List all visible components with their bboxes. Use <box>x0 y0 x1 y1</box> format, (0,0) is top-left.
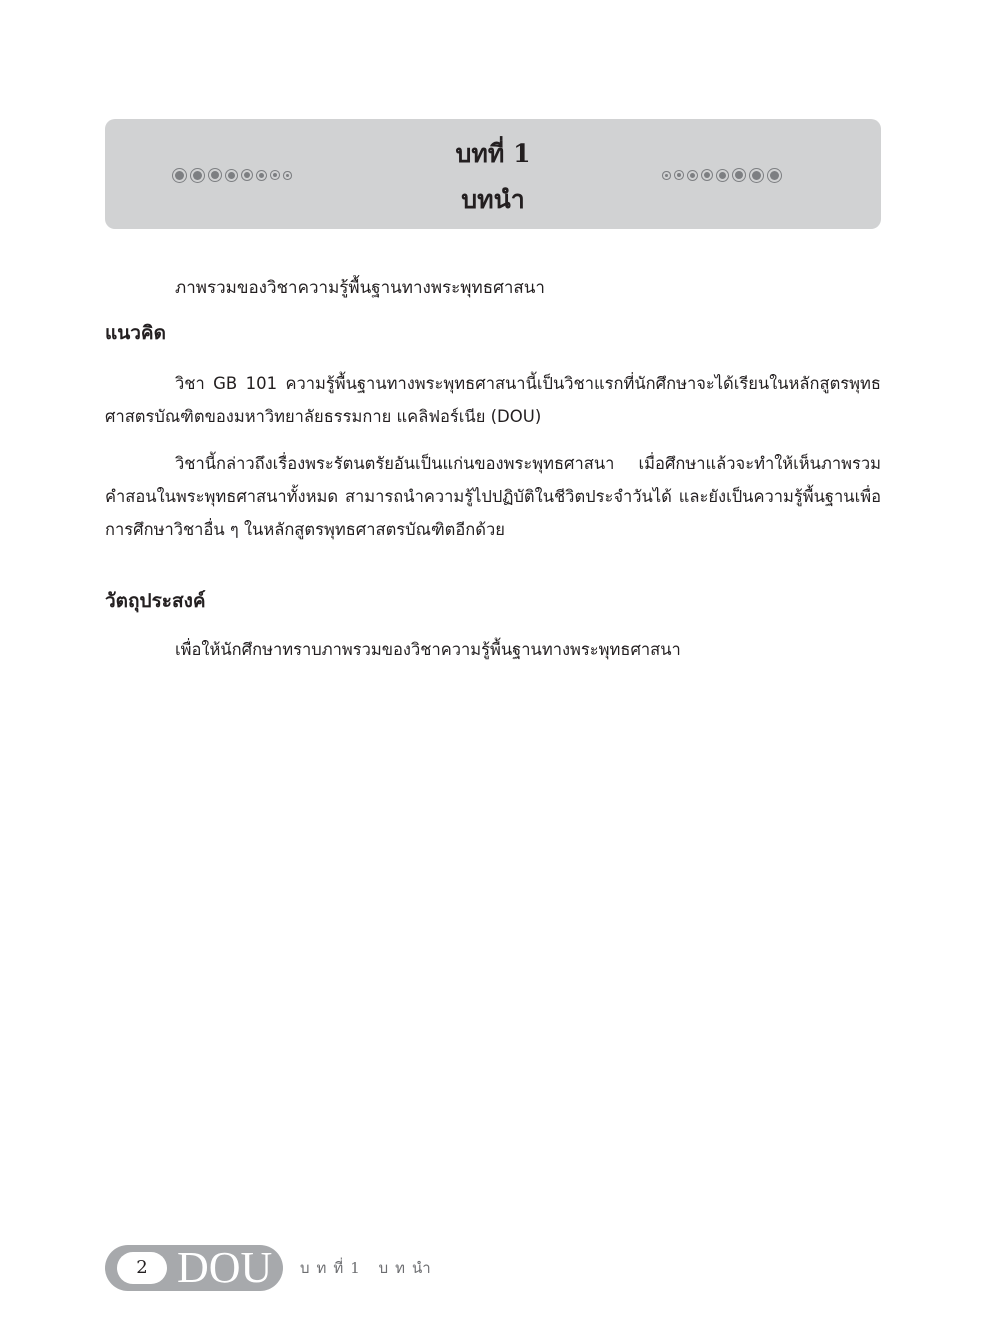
concept-heading: แนวคิด <box>105 322 166 344</box>
footer-caption: บทที่1 บทนำ <box>300 1259 438 1277</box>
ornament-dot <box>259 173 264 178</box>
ornament-dot <box>273 173 277 177</box>
ornament-dot <box>735 171 743 179</box>
ornament-dot <box>665 174 668 177</box>
ornament-dot <box>677 173 681 177</box>
concept-paragraph-2: วิชานี้กล่าวถึงเรื่องพระรัตนตรัยอันเป็นแก่นของพระพุทธศาสนา เมื่อศึกษาแล้วจะทำให้เห็นภาพรวมคำสอนในพระพุทธศาสนาทั้งหมด สามารถนำความรู้ไปปฏิบัติในชีวิตประจำวันได้ และยังเป็นความรู้พื้นฐานเพื่อการศึกษาวิชาอื่น ๆ ในหลักสูตรพุทธศาสตรบัณฑิตอีกด้วย <box>105 454 881 539</box>
chapter-banner <box>105 119 881 229</box>
ornament-dot <box>752 171 761 180</box>
chapter-title: บทนำ <box>461 185 525 214</box>
ornament-dot <box>193 171 202 180</box>
ornament-dot <box>211 171 219 179</box>
footer-tab <box>105 1245 283 1291</box>
ornament-dots-right <box>665 164 788 186</box>
ornament-dot <box>228 172 235 179</box>
ornament-dot <box>244 172 250 178</box>
ornament-dot <box>286 174 289 177</box>
concept-paragraph-1: วิชา GB 101 ความรู้พื้นฐานทางพระพุทธศาสนานี้เป็นวิชาแรกที่นักศึกษาจะได้เรียนในหลักสูตรพุทธศาสตรบัณฑิตของมหาวิทยาลัยธรรมกาย แคลิฟอร์เนีย (DOU) <box>105 374 881 426</box>
dou-logo: DOU <box>177 1243 273 1292</box>
intro-line: ภาพรวมของวิชาความรู้พื้นฐานทางพระพุทธศาสนา <box>175 278 545 298</box>
ornament-dot <box>690 173 695 178</box>
objective-heading: วัตถุประสงค์ <box>105 590 206 612</box>
page-number: 2 <box>117 1252 167 1284</box>
chapter-number: บทที่ 1 <box>455 139 531 168</box>
objective-paragraph: เพื่อให้นักศึกษาทราบภาพรวมของวิชาความรู้พื้นฐานทางพระพุทธศาสนา <box>175 640 681 659</box>
ornament-dot <box>770 171 779 180</box>
ornament-dot <box>175 171 184 180</box>
ornament-dot <box>704 172 710 178</box>
ornament-dot <box>719 172 726 179</box>
